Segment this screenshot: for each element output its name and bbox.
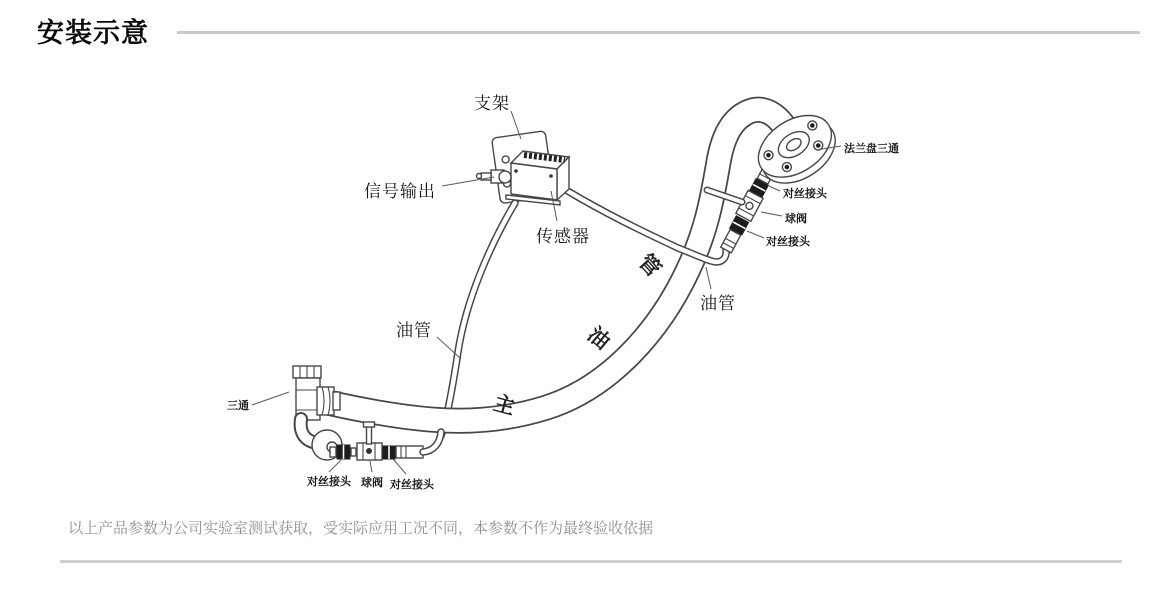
label-nipple-right-bottom: 对丝接头 xyxy=(766,236,810,248)
main-pipe-char-1: 主 xyxy=(491,391,518,420)
disclaimer-note: 以上产品参数为公司实验室测试获取，受实际应用工况不同，本参数不作为最终验收依据 xyxy=(68,520,654,537)
bottom-divider xyxy=(60,560,1122,563)
label-sensor: 传感器 xyxy=(536,227,590,246)
label-ball-valve-left: 球阀 xyxy=(361,477,383,489)
label-nipple-left-2: 对丝接头 xyxy=(390,479,434,491)
label-ball-valve-right: 球阀 xyxy=(785,213,807,225)
page-title: 安装示意 xyxy=(37,18,149,48)
main-pipe-char-3: 管 xyxy=(633,250,665,282)
label-oil-pipe-right: 油管 xyxy=(700,294,736,313)
tee-fitting xyxy=(293,366,342,460)
label-oil-pipe-left: 油管 xyxy=(396,321,432,340)
label-tee: 三通 xyxy=(227,400,249,412)
label-bracket: 支架 xyxy=(474,94,510,113)
label-flange-tee: 法兰盘三通 xyxy=(844,143,899,155)
signal-output-connector xyxy=(477,170,512,183)
sensor-box xyxy=(506,151,569,205)
label-signal-output: 信号输出 xyxy=(364,182,436,201)
label-nipple-right-top: 对丝接头 xyxy=(783,188,827,200)
label-nipple-left-1: 对丝接头 xyxy=(307,476,351,488)
main-pipe-char-2: 油 xyxy=(582,323,614,355)
